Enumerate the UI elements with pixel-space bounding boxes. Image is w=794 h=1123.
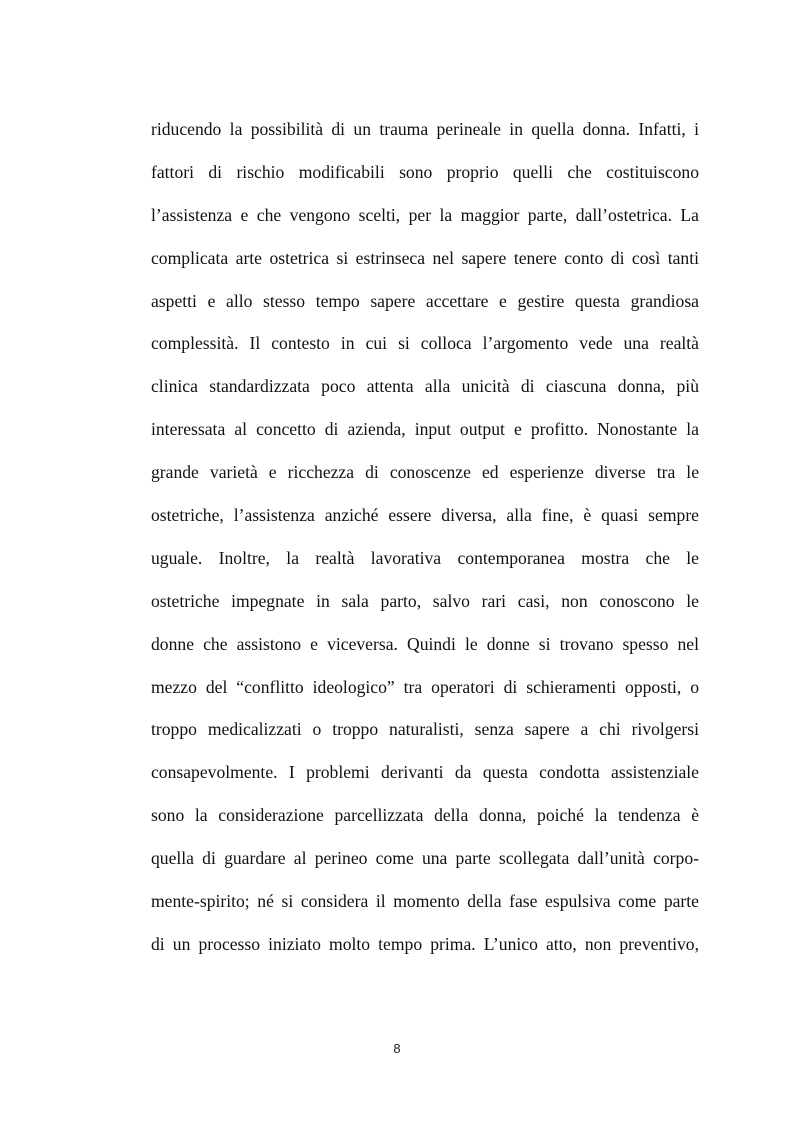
text-line: ostetriche, l’assistenza anziché essere diversa, alla fine, è quasi sempre (151, 505, 699, 526)
text-line: donne che assistono e viceversa. Quindi le donne si trovano spesso nel (151, 633, 699, 654)
page-number: 8 (393, 1041, 401, 1056)
text-line: complicata arte ostetrica si estrinseca nel sapere tenere conto di così tanti (151, 247, 699, 268)
text-line: troppo medicalizzati o troppo naturalisti, senza sapere a chi rivolgersi (151, 719, 699, 740)
text-line: l’assistenza e che vengono scelti, per la maggior parte, dall’ostetrica. La (151, 204, 699, 225)
text-line: riducendo la possibilità di un trauma perineale in quella donna. Infatti, i (151, 119, 699, 139)
text-line: uguale. Inoltre, la realtà lavorativa contemporanea mostra che le (151, 547, 699, 568)
text-line: ostetriche impegnate in sala parto, salvo rari casi, non conoscono le (151, 590, 699, 611)
text-line: aspetti e allo stesso tempo sapere accettare e gestire questa grandiosa (151, 290, 699, 311)
text-line: interessata al concetto di azienda, input output e profitto. Nonostante la (151, 419, 699, 440)
text-line: clinica standardizzata poco attenta alla unicità di ciascuna donna, più (151, 376, 699, 397)
text-line: mente-spirito; né si considera il momento della fase espulsiva come parte (151, 891, 699, 912)
text-line: sono la considerazione parcellizzata della donna, poiché la tendenza è (151, 805, 699, 826)
text-line: fattori di rischio modificabili sono proprio quelli che costituiscono (151, 161, 699, 182)
body-text (151, 108, 699, 966)
text-line: di un processo iniziato molto tempo prima. L’unico atto, non preventivo, (151, 933, 699, 954)
text-line: complessità. Il contesto in cui si colloca l’argomento vede una realtà (151, 333, 699, 354)
text-line: grande varietà e ricchezza di conoscenze ed esperienze diverse tra le (151, 462, 699, 483)
text-line: quella di guardare al perineo come una parte scollegata dall’unità corpo- (151, 848, 699, 869)
text-line: consapevolmente. I problemi derivanti da questa condotta assistenziale (151, 762, 699, 783)
text-line: mezzo del “conflitto ideologico” tra operatori di schieramenti opposti, o (151, 676, 699, 697)
